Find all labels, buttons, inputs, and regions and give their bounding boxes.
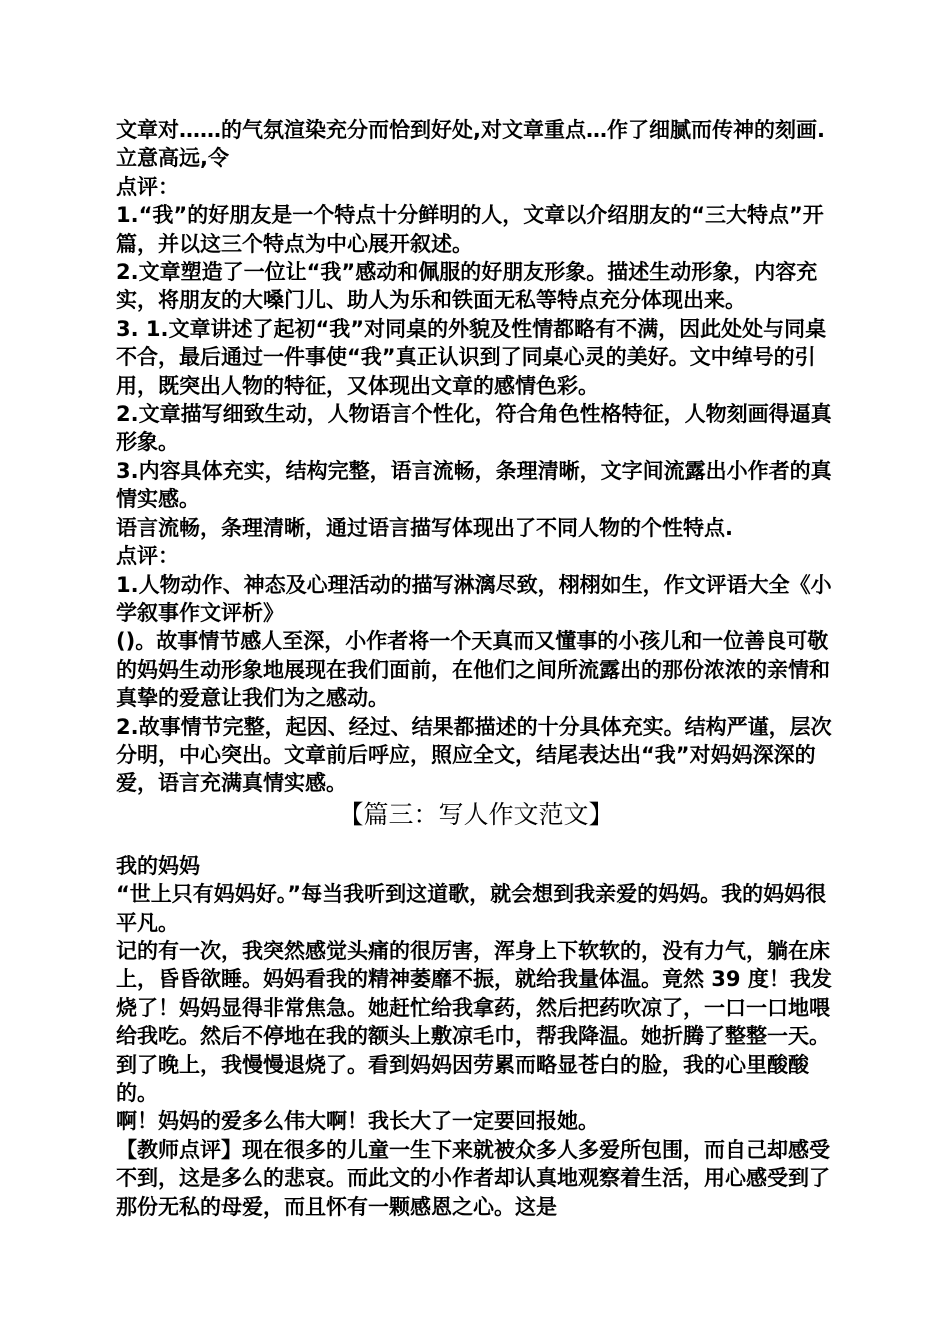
paragraph: 3.内容具体充实，结构完整，语言流畅，条理清晰，文字间流露出小作者的真情实感。 — [116, 458, 832, 512]
paragraph: 记的有一次，我突然感觉头痛的很厉害，浑身上下软软的，没有力气，躺在床上，昏昏欲睡。妈妈看我的精神萎靡不振，就给我量体温。竟然 39 度！我发烧了！妈妈显得非常焦急。她赶忙给我拿药，然后把药吹凉了，一口一口地喂给我吃。然后不停地在我的额头上敷凉毛巾，帮我降温。她折腾了整整一天。到了晚上，我慢慢退烧了。看到妈妈因劳累而略显苍白的脸，我的心里酸酸的。 — [116, 938, 832, 1105]
spacer — [116, 832, 836, 852]
paragraph: 【教师点评】现在很多的儿童一生下来就被众多人多爱所包围，而自己却感受不到，这是多么的悲哀。而此文的小作者却认真地观察着生活，用心感受到了那份无私的母爱，而且怀有一颗感恩之心。这是 — [116, 1137, 830, 1219]
document-page — [116, 116, 836, 1221]
paragraph: 2.文章塑造了一位让“我”感动和佩服的好朋友形象。描述生动形象，内容充实，将朋友的大嗓门儿、助人为乐和铁面无私等特点充分体现出来。 — [116, 260, 818, 313]
paragraph: 文章对……的气氛渲染充分而恰到好处,对文章重点…作了细腻而传神的刻画.立意高远,令 — [116, 118, 825, 171]
paragraph: 2.文章描写细致生动，人物语言个性化，符合角色性格特征，人物刻画得逼真形象。 — [116, 402, 832, 455]
paragraph: 语言流畅，条理清晰，通过语言描写体现出了不同人物的个性特点. — [116, 515, 733, 540]
paragraph: 点评： — [116, 544, 179, 569]
essay-title: 我的妈妈 — [116, 853, 200, 878]
section-title: 【篇三：写人作文范文】 — [338, 799, 614, 829]
paragraph: ()。故事情节感人至深，小作者将一个天真而又懂事的小孩儿和一位善良可敬的妈妈生动形象地展现在我们面前，在他们之间所流露出的那份浓浓的亲情和真挚的爱意让我们为之感动。 — [116, 629, 830, 711]
paragraph: 1.“我”的好朋友是一个特点十分鲜明的人，文章以介绍朋友的“三大特点”开篇，并以这三个特点为中心展开叙述。 — [116, 203, 824, 256]
paragraph: 3. 1.文章讲述了起初“我”对同桌的外貌及性情都略有不满，因此处处与同桌不合，最后通过一件事使“我”真正认识到了同桌心灵的美好。文中绰号的引用，既突出人物的特征，又体现出文章的感情色彩。 — [116, 316, 827, 398]
paragraph: 2.故事情节完整，起因、经过、结果都描述的十分具体充实。结构严谨，层次分明，中心突出。文章前后呼应，照应全文，结尾表达出“我”对妈妈深深的爱，语言充满真情实感。 — [116, 714, 832, 796]
paragraph: 1.人物动作、神态及心理活动的描写淋漓尽致，栩栩如生，作文评语大全《小学叙事作文评析》 — [116, 572, 832, 625]
paragraph: “世上只有妈妈好。”每当我听到这道歌，就会想到我亲爱的妈妈。我的妈妈很平凡。 — [116, 882, 827, 935]
paragraph: 点评： — [116, 174, 179, 199]
paragraph: 啊！妈妈的爱多么伟大啊！我长大了一定要回报她。 — [116, 1109, 599, 1134]
